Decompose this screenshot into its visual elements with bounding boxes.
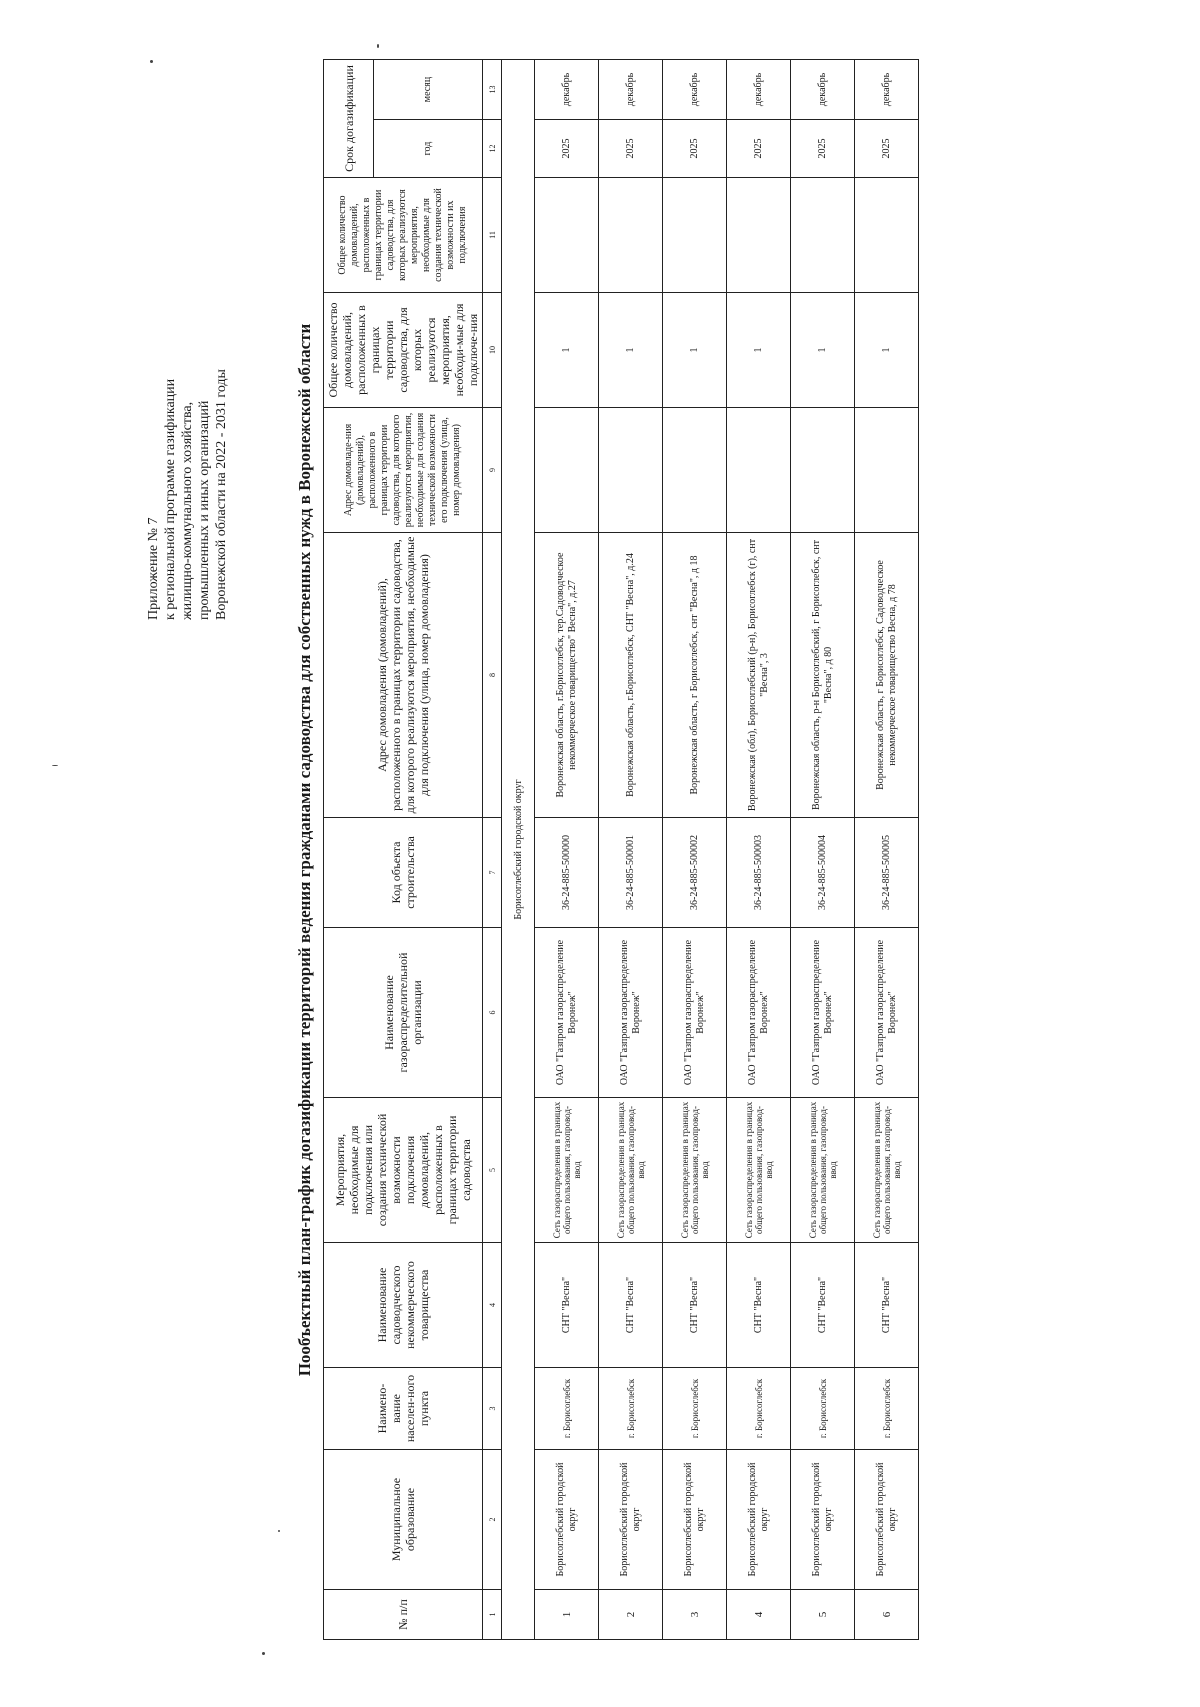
cell-address-tech bbox=[727, 408, 791, 533]
cell-month: декабрь bbox=[663, 59, 727, 119]
rotated-document bbox=[145, 60, 985, 1640]
cell-address: Воронежская (обл), Борисоглебский (р-н), Борисоглебск (г), снт "Весна", 3 bbox=[727, 533, 791, 818]
cell-settlement: г. Борисоглебск bbox=[663, 1368, 727, 1450]
cell-municipality: Борисоглебский городской округ bbox=[727, 1450, 791, 1590]
table-row bbox=[855, 59, 919, 1639]
cell-count-conn: 1 bbox=[599, 293, 663, 408]
cell-measures: Сеть газораспределения в границах общего пользования, газопровод-ввод bbox=[535, 1098, 599, 1243]
cell-n: 1 bbox=[535, 1590, 599, 1640]
column-number: 2 bbox=[483, 1450, 502, 1590]
cell-code: 36-24-885-500005 bbox=[855, 818, 919, 928]
col-header-snt: Наименование садоводческого некоммерческого товарищества bbox=[324, 1243, 483, 1368]
cell-month: декабрь bbox=[791, 59, 855, 119]
cell-address: Воронежская область, р-н Борисоглебский, г Борисоглебск, снт "Весна", д 80 bbox=[791, 533, 855, 818]
cell-code: 36-24-885-500000 bbox=[535, 818, 599, 928]
appendix-block bbox=[145, 170, 230, 620]
cell-org: ОАО "Газпром газораспределение Воронеж" bbox=[727, 928, 791, 1098]
cell-measures: Сеть газораспределения в границах общего пользования, газопровод-ввод bbox=[663, 1098, 727, 1243]
cell-month: декабрь bbox=[727, 59, 791, 119]
cell-count-tech bbox=[599, 178, 663, 293]
group-label: Борисоглебский городской округ bbox=[502, 59, 535, 1639]
col-header-month: месяц bbox=[374, 59, 483, 119]
cell-address: Воронежская область, г Борисоглебск, Садоводческое некоммерческое товарищество Весна, д 78 bbox=[855, 533, 919, 818]
cell-municipality: Борисоглебский городской округ bbox=[663, 1450, 727, 1590]
cell-n: 2 bbox=[599, 1590, 663, 1640]
cell-address: Воронежская область, г.Борисоглебск, тер.Садоводческое некоммерческое товарищество" Весна", д.27 bbox=[535, 533, 599, 818]
cell-snt: СНТ "Весна" bbox=[855, 1243, 919, 1368]
cell-n: 3 bbox=[663, 1590, 727, 1640]
cell-address-tech bbox=[599, 408, 663, 533]
cell-count-conn: 1 bbox=[791, 293, 855, 408]
schedule-table bbox=[323, 59, 919, 1640]
cell-settlement: г. Борисоглебск bbox=[599, 1368, 663, 1450]
cell-address-tech bbox=[855, 408, 919, 533]
cell-municipality: Борисоглебский городской округ bbox=[855, 1450, 919, 1590]
cell-year: 2025 bbox=[599, 120, 663, 178]
cell-code: 36-24-885-500004 bbox=[791, 818, 855, 928]
cell-count-conn: 1 bbox=[663, 293, 727, 408]
column-number: 8 bbox=[483, 533, 502, 818]
cell-count-conn: 1 bbox=[535, 293, 599, 408]
cell-year: 2025 bbox=[663, 120, 727, 178]
table-row bbox=[535, 59, 599, 1639]
cell-org: ОАО "Газпром газораспределение Воронеж" bbox=[791, 928, 855, 1098]
cell-settlement: г. Борисоглебск bbox=[535, 1368, 599, 1450]
col-header-org: Наименование газораспределительной организации bbox=[324, 928, 483, 1098]
cell-year: 2025 bbox=[727, 120, 791, 178]
col-header-year: год bbox=[374, 120, 483, 178]
column-number: 9 bbox=[483, 408, 502, 533]
cell-snt: СНТ "Весна" bbox=[535, 1243, 599, 1368]
cell-snt: СНТ "Весна" bbox=[727, 1243, 791, 1368]
cell-measures: Сеть газораспределения в границах общего пользования, газопровод-ввод bbox=[599, 1098, 663, 1243]
cell-address: Воронежская область, г Борисоглебск, снт "Весна", д 18 bbox=[663, 533, 727, 818]
appendix-line: промышленных и иных организаций bbox=[197, 400, 212, 620]
cell-address-tech bbox=[535, 408, 599, 533]
cell-snt: СНТ "Весна" bbox=[663, 1243, 727, 1368]
cell-org: ОАО "Газпром газораспределение Воронеж" bbox=[535, 928, 599, 1098]
col-header-count-conn: Общее количество домовладений, расположенных в границах территории садоводства, для которых реализуются мероприятия, необходи-мые для подключе-ния bbox=[324, 293, 483, 408]
cell-measures: Сеть газораспределения в границах общего пользования, газопровод-ввод bbox=[855, 1098, 919, 1243]
col-header-address: Адрес домовладения (домовладений), расположенного в границах территории садоводства, для которого реализуются мероприятия, необходимые для подключения (улица, номер домовладения) bbox=[324, 533, 483, 818]
cell-month: декабрь bbox=[535, 59, 599, 119]
cell-measures: Сеть газораспределения в границах общего пользования, газопровод-ввод bbox=[727, 1098, 791, 1243]
col-header-municipality: Муниципальное образование bbox=[324, 1450, 483, 1590]
column-number: 4 bbox=[483, 1243, 502, 1368]
scan-speck bbox=[52, 765, 58, 766]
cell-count-tech bbox=[855, 178, 919, 293]
cell-code: 36-24-885-500002 bbox=[663, 818, 727, 928]
cell-org: ОАО "Газпром газораспределение Воронеж" bbox=[855, 928, 919, 1098]
appendix-line: жилищно-коммунального хозяйства, bbox=[180, 401, 195, 620]
column-number: 1 bbox=[483, 1590, 502, 1640]
cell-count-tech bbox=[791, 178, 855, 293]
col-header-settlement: Наимено-вание населен-ного пункта bbox=[324, 1368, 483, 1450]
cell-count-tech bbox=[727, 178, 791, 293]
col-header-count-tech: Общее количество домовладений, расположенных в границах территории садоводства, для которых реализуются мероприятия, необходимые для создания технической возможности их подключения bbox=[324, 178, 483, 293]
table-row bbox=[663, 59, 727, 1639]
column-number: 5 bbox=[483, 1098, 502, 1243]
group-row bbox=[502, 59, 535, 1639]
cell-org: ОАО "Газпром газораспределение Воронеж" bbox=[663, 928, 727, 1098]
cell-month: декабрь bbox=[599, 59, 663, 119]
cell-count-conn: 1 bbox=[855, 293, 919, 408]
column-number: 13 bbox=[483, 59, 502, 119]
col-header-measures: Мероприятия, необходимые для подключения или создания технической возможности подключения домовладений, расположенных в границах территории садоводства bbox=[324, 1098, 483, 1243]
cell-org: ОАО "Газпром газораспределение Воронеж" bbox=[599, 928, 663, 1098]
appendix-line: Приложение № 7 bbox=[146, 517, 161, 620]
cell-year: 2025 bbox=[855, 120, 919, 178]
column-number: 6 bbox=[483, 928, 502, 1098]
column-number: 7 bbox=[483, 818, 502, 928]
cell-settlement: г. Борисоглебск bbox=[855, 1368, 919, 1450]
column-number: 11 bbox=[483, 178, 502, 293]
cell-municipality: Борисоглебский городской округ bbox=[599, 1450, 663, 1590]
appendix-line: к региональной программе газификации bbox=[163, 378, 178, 620]
scan-speck bbox=[377, 44, 379, 48]
cell-n: 5 bbox=[791, 1590, 855, 1640]
cell-code: 36-24-885-500003 bbox=[727, 818, 791, 928]
cell-municipality: Борисоглебский городской округ bbox=[535, 1450, 599, 1590]
cell-year: 2025 bbox=[535, 120, 599, 178]
cell-n: 4 bbox=[727, 1590, 791, 1640]
col-header-n: № п/п bbox=[324, 1590, 483, 1640]
cell-snt: СНТ "Весна" bbox=[599, 1243, 663, 1368]
appendix-line: Воронежской области на 2022 - 2031 годы bbox=[214, 369, 229, 620]
cell-count-tech bbox=[535, 178, 599, 293]
column-number: 3 bbox=[483, 1368, 502, 1450]
col-header-address-tech: Адрес домовладе-ния (домовладений), расположенного в границах территории садоводства, для которого реализуются мероприятия, необходимые для создания технической возможности его подключения (улица, номер домовладения) bbox=[324, 408, 483, 533]
scan-speck bbox=[262, 1652, 265, 1655]
col-header-deadline: Срок догазификации bbox=[324, 59, 374, 177]
cell-measures: Сеть газораспределения в границах общего пользования, газопровод-ввод bbox=[791, 1098, 855, 1243]
cell-address: Воронежская область, г.Борисоглебск, СНТ "Весна", д.24 bbox=[599, 533, 663, 818]
table-row bbox=[599, 59, 663, 1639]
col-header-code: Код объекта строительства bbox=[324, 818, 483, 928]
column-number-row bbox=[483, 59, 502, 1639]
column-number: 10 bbox=[483, 293, 502, 408]
column-number: 12 bbox=[483, 120, 502, 178]
cell-month: декабрь bbox=[855, 59, 919, 119]
document-title: Пообъектный план-график догазификации территорий ведения гражданами садоводства для собственных нужд в Воронежской области bbox=[295, 323, 314, 1377]
table-row bbox=[727, 59, 791, 1639]
cell-municipality: Борисоглебский городской округ bbox=[791, 1450, 855, 1590]
cell-address-tech bbox=[791, 408, 855, 533]
cell-settlement: г. Борисоглебск bbox=[727, 1368, 791, 1450]
cell-address-tech bbox=[663, 408, 727, 533]
header-row bbox=[324, 59, 374, 1639]
cell-count-conn: 1 bbox=[727, 293, 791, 408]
cell-snt: СНТ "Весна" bbox=[791, 1243, 855, 1368]
table-row bbox=[791, 59, 855, 1639]
cell-settlement: г. Борисоглебск bbox=[791, 1368, 855, 1450]
cell-year: 2025 bbox=[791, 120, 855, 178]
cell-count-tech bbox=[663, 178, 727, 293]
cell-n: 6 bbox=[855, 1590, 919, 1640]
cell-code: 36-24-885-500001 bbox=[599, 818, 663, 928]
